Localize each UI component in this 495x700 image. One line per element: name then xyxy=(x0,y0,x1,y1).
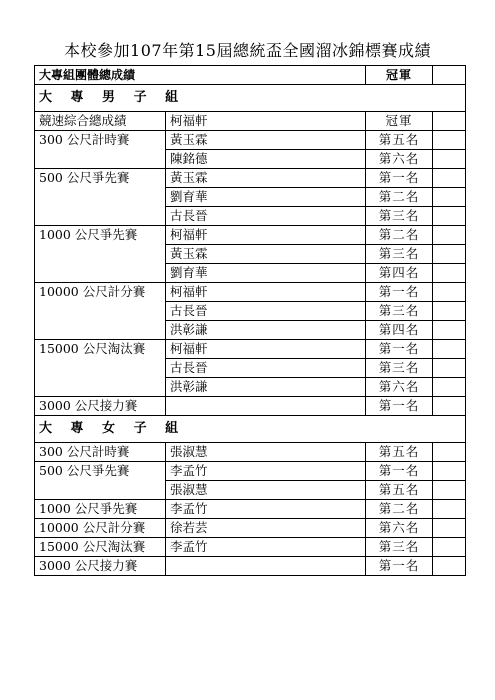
athlete-cell: 黃玉霖 xyxy=(166,131,366,150)
athlete-cell: 古長晉 xyxy=(166,302,366,321)
table-row xyxy=(35,519,466,538)
athlete-cell xyxy=(166,397,366,416)
blank-cell xyxy=(433,359,466,378)
table-row xyxy=(35,169,466,188)
rank-cell: 第六名 xyxy=(366,519,433,538)
event-cell: 1000 公尺爭先賽 xyxy=(35,226,166,283)
results-table-body xyxy=(35,66,466,576)
rank-cell: 第五名 xyxy=(366,131,433,150)
rank-cell: 第一名 xyxy=(366,169,433,188)
athlete-cell: 黃玉霖 xyxy=(166,169,366,188)
rank-cell: 第一名 xyxy=(366,397,433,416)
rank-cell: 第四名 xyxy=(366,264,433,283)
table-row xyxy=(35,340,466,359)
blank-cell xyxy=(433,443,466,462)
table-row xyxy=(35,283,466,302)
athlete-cell: 陳銘德 xyxy=(166,150,366,169)
athlete-cell: 柯福軒 xyxy=(166,226,366,245)
rank-cell: 第六名 xyxy=(366,378,433,397)
event-cell: 15000 公尺淘汰賽 xyxy=(35,340,166,397)
blank-cell xyxy=(433,112,466,131)
blank-cell xyxy=(433,66,466,85)
rank-cell: 第二名 xyxy=(366,500,433,519)
table-row xyxy=(35,112,466,131)
athlete-cell: 李孟竹 xyxy=(166,500,366,519)
blank-cell xyxy=(433,207,466,226)
athlete-cell: 劉育華 xyxy=(166,264,366,283)
blank-cell xyxy=(433,283,466,302)
blank-cell xyxy=(433,397,466,416)
blank-cell xyxy=(433,226,466,245)
rank-cell: 第三名 xyxy=(366,359,433,378)
rank-cell: 第五名 xyxy=(366,481,433,500)
rank-cell: 第六名 xyxy=(366,150,433,169)
blank-cell xyxy=(433,264,466,283)
rank-cell: 第一名 xyxy=(366,340,433,359)
blank-cell xyxy=(433,321,466,340)
event-cell: 競速綜合總成績 xyxy=(35,112,166,131)
results-table xyxy=(34,65,466,576)
blank-cell xyxy=(433,188,466,207)
rank-cell: 第四名 xyxy=(366,321,433,340)
rank-cell: 第一名 xyxy=(366,283,433,302)
section-row xyxy=(35,416,466,443)
event-cell: 10000 公尺計分賽 xyxy=(35,283,166,340)
blank-cell xyxy=(433,519,466,538)
athlete-cell: 李孟竹 xyxy=(166,462,366,481)
event-cell: 3000 公尺接力賽 xyxy=(35,557,166,576)
table-row xyxy=(35,557,466,576)
athlete-cell: 柯福軒 xyxy=(166,112,366,131)
blank-cell xyxy=(433,150,466,169)
table-row xyxy=(35,462,466,481)
event-cell: 300 公尺計時賽 xyxy=(35,131,166,169)
table-row xyxy=(35,443,466,462)
blank-cell xyxy=(433,538,466,557)
athlete-cell: 李孟竹 xyxy=(166,538,366,557)
section-title: 大 專 女 子 組 xyxy=(35,416,466,443)
athlete-cell: 張淑慧 xyxy=(166,443,366,462)
table-row xyxy=(35,397,466,416)
event-cell: 3000 公尺接力賽 xyxy=(35,397,166,416)
blank-cell xyxy=(433,462,466,481)
blank-cell xyxy=(433,500,466,519)
blank-cell xyxy=(433,378,466,397)
rank-cell: 第三名 xyxy=(366,207,433,226)
table-row xyxy=(35,226,466,245)
athlete-cell: 柯福軒 xyxy=(166,283,366,302)
athlete-cell xyxy=(166,557,366,576)
rank-cell: 第五名 xyxy=(366,443,433,462)
athlete-cell: 黃玉霖 xyxy=(166,245,366,264)
athlete-cell: 古長晉 xyxy=(166,359,366,378)
blank-cell xyxy=(433,302,466,321)
athlete-cell: 徐若芸 xyxy=(166,519,366,538)
athlete-cell: 洪彰謙 xyxy=(166,378,366,397)
athlete-cell: 洪彰謙 xyxy=(166,321,366,340)
team-total-rank: 冠軍 xyxy=(366,66,433,85)
blank-cell xyxy=(433,340,466,359)
event-cell: 500 公尺爭先賽 xyxy=(35,462,166,500)
table-row xyxy=(35,538,466,557)
event-cell: 500 公尺爭先賽 xyxy=(35,169,166,226)
table-row xyxy=(35,131,466,150)
blank-cell xyxy=(433,245,466,264)
athlete-cell: 劉育華 xyxy=(166,188,366,207)
athlete-cell: 張淑慧 xyxy=(166,481,366,500)
rank-cell: 第三名 xyxy=(366,538,433,557)
athlete-cell: 柯福軒 xyxy=(166,340,366,359)
event-cell: 10000 公尺計分賽 xyxy=(35,519,166,538)
page-title: 本校參加107年第15屆總統盃全國溜冰錦標賽成績 xyxy=(64,41,431,60)
rank-cell: 第一名 xyxy=(366,557,433,576)
blank-cell xyxy=(433,557,466,576)
rank-cell: 第二名 xyxy=(366,226,433,245)
section-title: 大 專 男 子 組 xyxy=(35,85,466,112)
rank-cell: 第一名 xyxy=(366,462,433,481)
rank-cell: 第三名 xyxy=(366,302,433,321)
event-cell: 300 公尺計時賽 xyxy=(35,443,166,462)
rank-cell: 第二名 xyxy=(366,188,433,207)
section-row xyxy=(35,85,466,112)
table-row xyxy=(35,500,466,519)
event-cell: 1000 公尺爭先賽 xyxy=(35,500,166,519)
blank-cell xyxy=(433,169,466,188)
blank-cell xyxy=(433,481,466,500)
athlete-cell: 古長晉 xyxy=(166,207,366,226)
blank-cell xyxy=(433,131,466,150)
event-cell: 15000 公尺淘汰賽 xyxy=(35,538,166,557)
team-total-label: 大專組團體總成績 xyxy=(35,66,366,85)
team-total-row xyxy=(35,66,466,85)
rank-cell: 第三名 xyxy=(366,245,433,264)
rank-cell: 冠軍 xyxy=(366,112,433,131)
